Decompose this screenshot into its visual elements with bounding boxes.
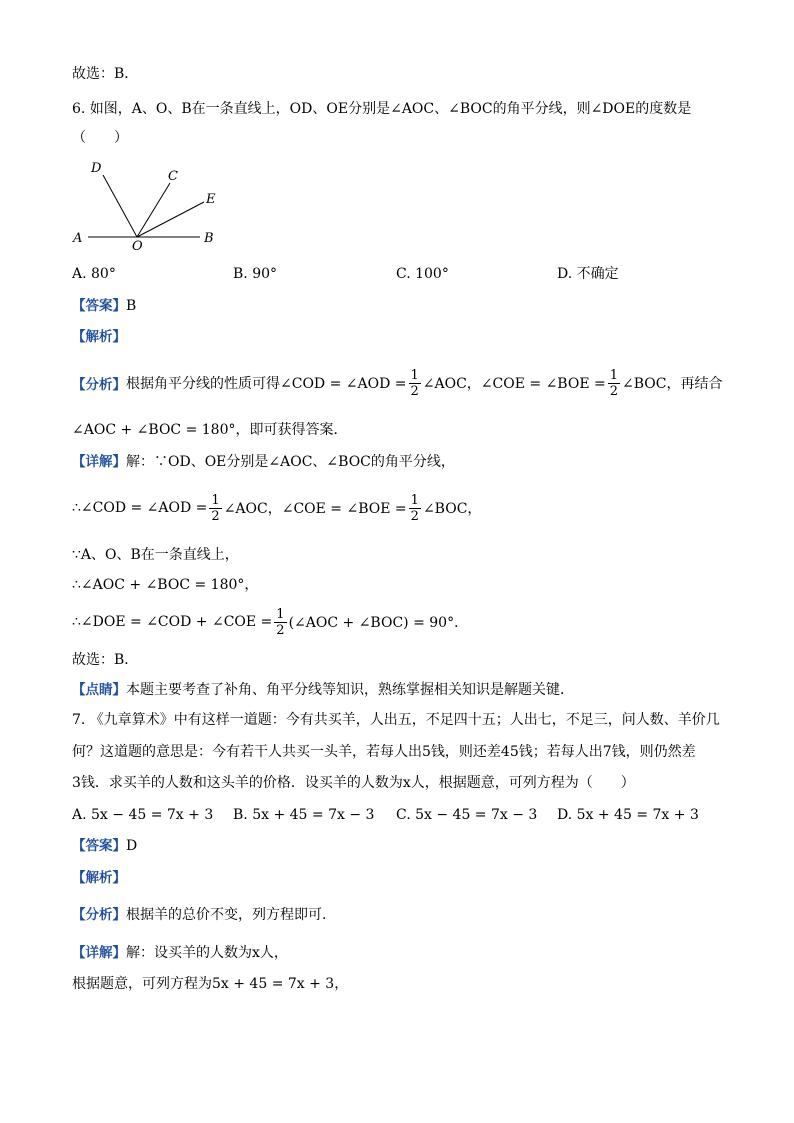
fenxi-text-a: 根据角平分线的性质可得∠COD = ∠AOD =	[126, 376, 407, 392]
fenxi-text-b: ∠AOC，∠COE = ∠BOE =	[422, 376, 606, 392]
q6-dianjing-line: 【点睛】本题主要考查了补角、角平分线等知识，熟练掌握相关知识是解题关键．	[72, 682, 574, 698]
q7-analysis-line	[72, 868, 126, 888]
q7-stem-line3: 3钱．求买羊的人数和这头羊的价格．设买羊的人数为x人，根据题意，可列方程为（ ）	[72, 775, 635, 791]
q6-fenxi-line2: ∠AOC + ∠BOC = 180°，即可获得答案．	[72, 422, 348, 438]
q7-fenxi-line: 【分析】根据羊的总价不变，列方程即可．	[72, 907, 336, 923]
q7-stem-line1: 7. 《九章算术》中有这样一道题：今有共买羊，人出五，不足四十五；人出七，不足三，问人数、羊价几	[72, 712, 720, 728]
label-o: O	[132, 239, 143, 252]
q6-detail-line3: ∵A、O、B在一条直线上，	[72, 547, 239, 563]
fenxi-text-c: ∠BOC，再结合	[622, 376, 723, 392]
analysis-tag: 【解析】	[72, 870, 126, 886]
answer-tag: 【答案】	[72, 298, 126, 314]
q7-detail-line1: 【详解】解：设买羊的人数为x人，	[72, 945, 288, 961]
q6-answer-choice: 故选：B．	[72, 652, 139, 668]
q7-option-a: A. 5x − 45 = 7x + 3	[72, 807, 214, 823]
detail-tag: 【详解】	[72, 945, 126, 961]
q7-option-c: C. 5x − 45 = 7x − 3	[396, 807, 538, 823]
answer-value: B	[126, 298, 137, 314]
q7-answer-line	[72, 836, 137, 856]
q6-detail-line1: 【详解】解：∵OD、OE分别是∠AOC、∠BOC的角平分线，	[72, 454, 455, 470]
label-e: E	[206, 192, 216, 207]
q7-option-d: D. 5x + 45 = 7x + 3	[557, 807, 699, 823]
label-a: A	[73, 231, 83, 246]
q6-detail-line4: ∴∠AOC + ∠BOC = 180°，	[72, 577, 259, 593]
q7-stem-line2: 何？这道题的意思是：今有若干人共买一头羊，若每人出5钱，则还差45钱；若每人出7钱，则仍然差	[72, 744, 696, 760]
q6-answer-line	[72, 296, 136, 316]
fraction-half: $\frac{1}{2}$	[276, 606, 285, 638]
q6-analysis-line	[72, 327, 126, 347]
ray-oe	[137, 202, 204, 237]
q6-fenxi-line1	[72, 363, 723, 403]
dianjing-tag: 【点睛】	[72, 682, 126, 698]
fraction-half: $\frac{1}{2}$	[410, 367, 419, 399]
q6-option-c: C. 100°	[396, 266, 449, 282]
ray-od	[103, 175, 137, 237]
fenxi-tag: 【分析】	[72, 377, 126, 393]
answer-value: D	[126, 838, 138, 854]
label-d: D	[91, 161, 102, 176]
q6-detail-line5: ∴∠DOE = ∠COD + ∠COE = $\frac{1}{2}$ (∠AOC + ∠BOC) = 90°．	[72, 606, 469, 638]
q6-option-a: A. 80°	[72, 266, 116, 282]
q6-stem-line1: 6. 如图，A、O、B在一条直线上，OD、OE分别是∠AOC、∠BOC的角平分线，则∠DOE的度数是	[72, 101, 692, 117]
label-c: C	[168, 169, 178, 184]
analysis-tag: 【解析】	[72, 329, 126, 345]
label-b: B	[204, 231, 214, 246]
detail-tag: 【详解】	[72, 454, 126, 470]
q6-stem-line2: （ ）	[72, 130, 128, 146]
fraction-half: $\frac{1}{2}$	[609, 367, 619, 399]
q6-angle-figure	[72, 156, 232, 252]
q7-detail-line2: 根据题意，可列方程为5x + 45 = 7x + 3，	[72, 976, 349, 992]
q6-detail-line2: ∴∠COD = ∠AOD = $\frac{1}{2}$ ∠AOC，∠COE = ∠BOE = $\frac{1}{2}$ ∠BOC，	[72, 492, 482, 524]
fenxi-tag: 【分析】	[72, 907, 126, 923]
answer-choice-line: 故选：B．	[72, 66, 139, 82]
fraction-half: $\frac{1}{2}$	[211, 492, 220, 524]
q6-option-b: B. 90°	[233, 266, 278, 282]
q6-option-d: D. 不确定	[557, 266, 619, 282]
q7-option-b: B. 5x + 45 = 7x − 3	[233, 807, 375, 823]
answer-tag: 【答案】	[72, 838, 126, 854]
fraction-half: $\frac{1}{2}$	[410, 492, 419, 524]
